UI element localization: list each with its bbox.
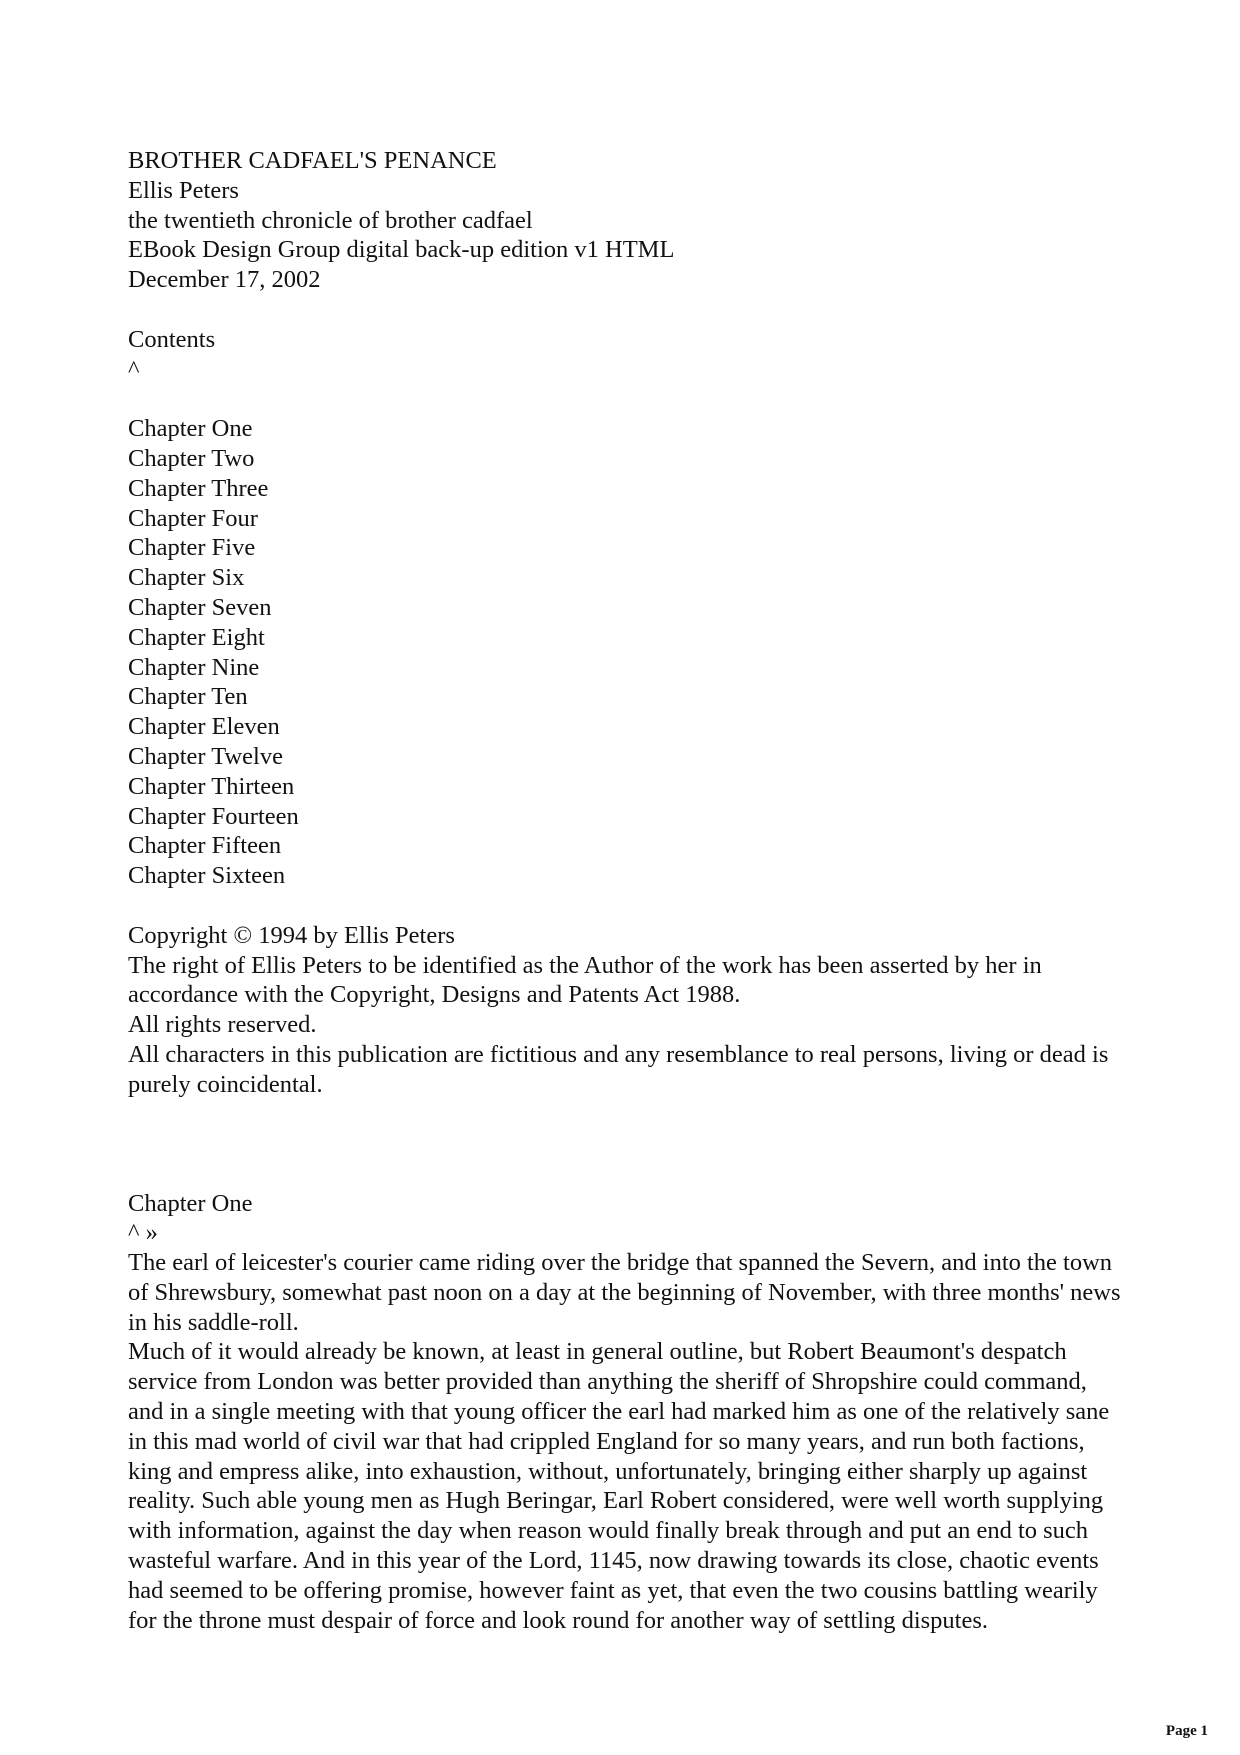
toc-chapter-13[interactable]: Chapter Thirteen	[128, 772, 295, 800]
chapter-paragraph: Much of it would already be known, at least in general outline, but Robert Beaumont's despatch service from London was better provided than anything the sheriff of Shropshire could command, and in a single meeting with that young officer the earl had marked him as one of the relatively sane in this mad world of civil war that had crippled England for so many years, and run both factions, king and empress alike, into exhaustion, without, unfortunately, bringing either sharply up against reality. Such able young men as Hugh Beringar, Earl Robert considered, were well worth supplying with information, against the day when reason would finally break through and put an end to such wasteful warfare. And in this year of the Lord, 1145, now drawing towards its close, chaotic events had seemed to be offering promise, however faint as yet, that even the two cousins battling wearily for the throne must despair of force and look round for another way of settling disputes.	[128, 1338, 1110, 1634]
copyright-line: Copyright © 1994 by Ellis Peters	[128, 921, 455, 949]
contents-up-link[interactable]: ^	[128, 355, 140, 383]
chapter-heading: Chapter One	[128, 1189, 253, 1217]
toc-chapter-12[interactable]: Chapter Twelve	[128, 742, 283, 770]
spacer	[128, 295, 1128, 325]
toc-chapter-14[interactable]: Chapter Fourteen	[128, 802, 299, 830]
toc-chapter-15[interactable]: Chapter Fifteen	[128, 832, 282, 860]
toc-chapter-5[interactable]: Chapter Five	[128, 534, 256, 562]
book-title: BROTHER CADFAEL'S PENANCE	[128, 147, 497, 174]
toc-chapter-9[interactable]: Chapter Nine	[128, 653, 260, 681]
page-number: Page 1	[1165, 1723, 1208, 1739]
table-of-contents	[128, 325, 1128, 891]
toc-chapter-10[interactable]: Chapter Ten	[128, 683, 248, 711]
book-subtitle: the twentieth chronicle of brother cadfael	[128, 206, 533, 234]
chapter-nav	[128, 1218, 1128, 1248]
toc-chapter-11[interactable]: Chapter Eleven	[128, 713, 280, 741]
toc-chapter-2[interactable]: Chapter Two	[128, 444, 255, 472]
fiction-disclaimer: All characters in this publication are fictitious and any resemblance to real persons, living or dead is purely coincidental.	[128, 1040, 1109, 1098]
chapter-paragraph: The earl of leicester's courier came riding over the bridge that spanned the Severn, and into the town of Shrewsbury, somewhat past noon on a day at the beginning of November, with three months' news in his saddle-roll.	[128, 1249, 1121, 1336]
toc-chapter-16[interactable]: Chapter Sixteen	[128, 862, 286, 890]
book-author: Ellis Peters	[128, 176, 239, 204]
document-page	[128, 146, 1128, 1635]
toc-chapter-1[interactable]: Chapter One	[128, 415, 253, 443]
toc-chapter-7[interactable]: Chapter Seven	[128, 593, 272, 621]
spacer	[128, 1100, 1128, 1189]
spacer	[128, 891, 1128, 921]
chapter-next-link[interactable]: »	[145, 1219, 158, 1247]
edition-date: December 17, 2002	[128, 266, 321, 294]
spacer	[128, 384, 1128, 414]
title-block	[128, 146, 1128, 295]
copyright-block	[128, 921, 1128, 1100]
contents-heading: Contents	[128, 325, 216, 353]
toc-chapter-4[interactable]: Chapter Four	[128, 504, 258, 532]
edition-note: EBook Design Group digital back-up edition v1 HTML	[128, 236, 675, 264]
toc-chapter-3[interactable]: Chapter Three	[128, 474, 269, 502]
chapter-up-link[interactable]: ^	[128, 1219, 140, 1247]
copyright-assertion: The right of Ellis Peters to be identified as the Author of the work has been asserted by her in accordance with the Copyright, Designs and Patents Act 1988.	[128, 951, 1042, 1009]
toc-chapter-8[interactable]: Chapter Eight	[128, 623, 265, 651]
rights-reserved: All rights reserved.	[128, 1011, 317, 1039]
chapter-one-section	[128, 1189, 1128, 1636]
toc-chapter-6[interactable]: Chapter Six	[128, 564, 245, 592]
